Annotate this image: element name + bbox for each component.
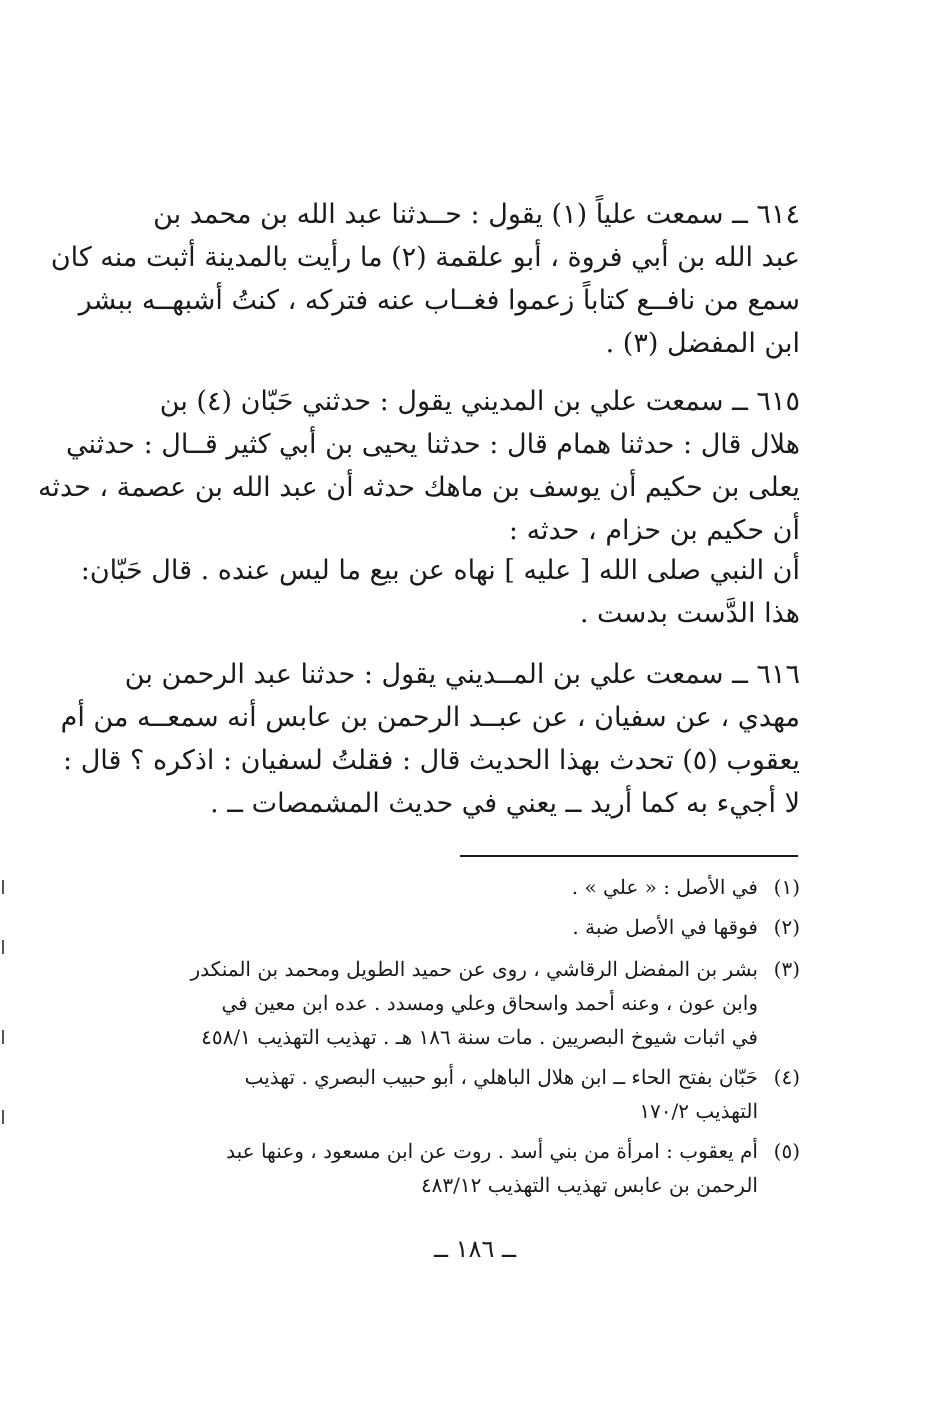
footnote-line: أم يعقوب : امرأة من بني أسد . روت عن ابن مسعود ، وعنها عبد <box>226 1139 758 1163</box>
footnote-line: حَبّان بفتح الحاء ــ ابن هلال الباهلي ، أبو حبيب البصري . تهذيب <box>244 1065 758 1089</box>
footnote-line: التهذيب ١٧٠/٢ <box>639 1099 758 1123</box>
footnote-number: (١) <box>773 875 800 899</box>
footnote-3 <box>150 952 800 1054</box>
text-line: ٦١٥ ــ سمعت علي بن المديني يقول : حدثني حَبّان (٤) بن <box>159 386 800 417</box>
footnote-body <box>150 952 758 1054</box>
footnote-line: بشر بن المفضل الرقاشي ، روى عن حميد الطويل ومحمد بن المنكدر <box>190 957 758 981</box>
text-line: ابن المفضل (٣) . <box>605 328 800 359</box>
footnote-2 <box>150 910 800 944</box>
footnote-line: في اثبات شيوخ البصريين . مات سنة ١٨٦ هـ . تهذيب التهذيب ٤٥٨/١ <box>201 1025 758 1049</box>
text-line: أن النبي صلى الله [ عليه ] نهاه عن بيع ما ليس عنده . قال حَبّان: <box>80 555 800 586</box>
footnote-line: الرحمن بن عابس تهذيب التهذيب ٤٨٣/١٢ <box>420 1173 758 1197</box>
text-line: ٦١٤ ــ سمعت علياً (١) يقول : حــدثنا عبد الله بن محمد بن <box>153 199 800 230</box>
footnote-4 <box>150 1060 800 1128</box>
text-line: ٦١٦ ــ سمعت علي بن المــديني يقول : حدثنا عبد الرحمن بن <box>124 659 800 690</box>
text-line: لا أجيء به كما أريد ــ يعني في حديث المشمصات ــ . <box>210 788 800 819</box>
footnote-5 <box>150 1134 800 1202</box>
footnote-body <box>150 1060 758 1128</box>
text-line: هلال قال : حدثنا همام قال : حدثنا يحيى بن أبي كثير قــال : حدثني <box>65 429 800 460</box>
footnote-line: وابن عون ، وعنه أحمد واسحاق وعلي ومسدد . عده ابن معين في <box>221 991 758 1015</box>
text-line: سمع من نافــع كتاباً زعموا فغــاب عنه فتركه ، كنتُ أشبهــه ببشر <box>78 285 800 316</box>
footnote-number: (٤) <box>773 1065 800 1089</box>
text-line: مهدي ، عن سفيان ، عن عبــد الرحمن بن عابس أنه سمعــه من أم <box>60 702 800 733</box>
paragraph-615-hadith <box>80 549 800 635</box>
footnotes <box>150 870 800 1208</box>
footnote-number: (٢) <box>773 915 800 939</box>
text-line: يعقوب (٥) تحدث بهذا الحديث قال : فقلتُ لسفيان : اذكره ؟ قال : <box>63 745 800 776</box>
text-line: أن حكيم بن حزام ، حدثه : <box>508 515 800 546</box>
paragraph-614 <box>50 193 800 365</box>
text-line: عبد الله بن أبي فروة ، أبو علقمة (٢) ما رأيت بالمدينة أثبت منه كان <box>50 242 800 273</box>
footnote-line: فوقها في الأصل ضبة . <box>572 915 758 939</box>
footnote-body <box>150 1134 758 1202</box>
page-number: ــ ١٨٦ ــ <box>433 1235 517 1263</box>
paragraph-615 <box>37 380 800 552</box>
footnote-body <box>150 870 758 904</box>
text-line: هذا الدَّست بدست . <box>579 598 800 629</box>
footnote-1 <box>150 870 800 904</box>
scan-edge-marks <box>2 880 6 1180</box>
footnote-line: في الأصل : « علي » . <box>571 875 758 899</box>
footnote-body <box>150 910 758 944</box>
footnote-separator <box>460 855 798 857</box>
text-line: يعلى بن حكيم أن يوسف بن ماهك حدثه أن عبد الله بن عصمة ، حدثه <box>37 472 800 503</box>
paragraph-616 <box>60 653 800 825</box>
footnote-number: (٣) <box>773 957 800 981</box>
footnote-number: (٥) <box>773 1139 800 1163</box>
